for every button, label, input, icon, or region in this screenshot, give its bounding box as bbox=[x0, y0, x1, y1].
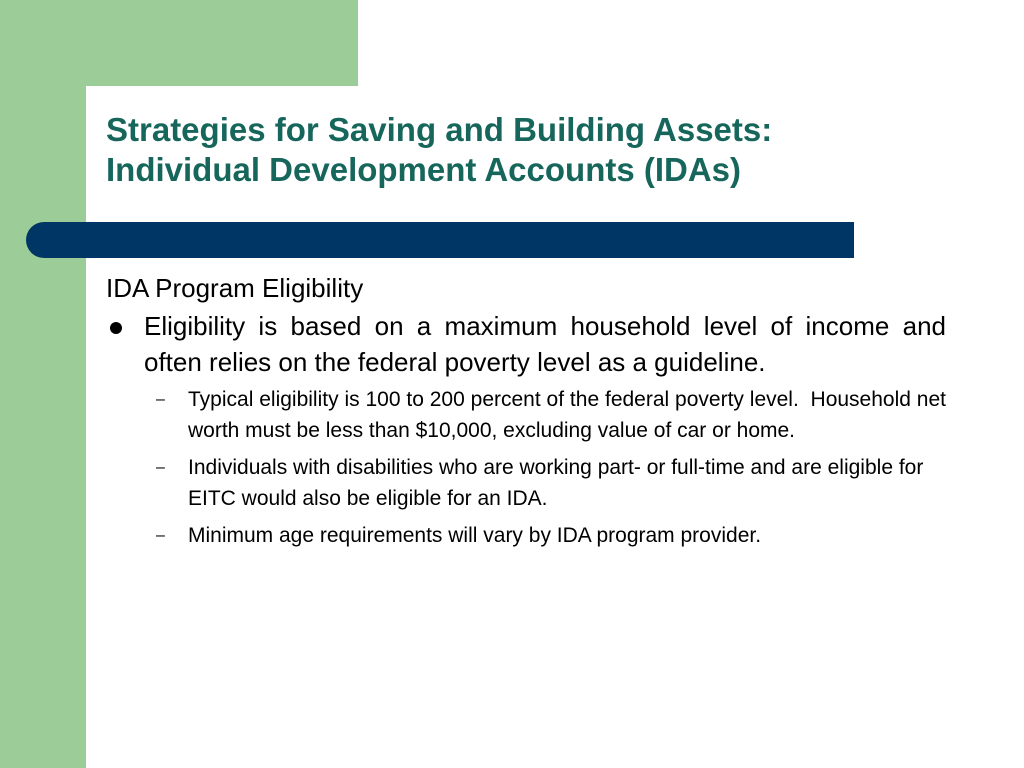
sub-bullet-list bbox=[106, 384, 946, 551]
dash-bullet-icon: – bbox=[156, 391, 165, 408]
sub-bullet-item bbox=[106, 384, 946, 446]
slide-body bbox=[106, 270, 946, 557]
background-green-strip-top bbox=[0, 0, 358, 86]
dash-bullet-icon: – bbox=[156, 459, 165, 476]
bullet-text: Eligibility is based on a maximum household level of income and often relies on the federal poverty level as a guideline. bbox=[144, 311, 946, 377]
background-green-strip-left bbox=[0, 0, 86, 768]
slide-title-line-1: Strategies for Saving and Building Assets: bbox=[106, 111, 773, 148]
sub-bullet-text: Minimum age requirements will vary by IDA program provider. bbox=[188, 524, 762, 547]
dash-bullet-icon: – bbox=[156, 527, 165, 544]
sub-bullet-text: Individuals with disabilities who are working part- or full-time and are eligible for EITC would also be eligible for an IDA. bbox=[188, 456, 924, 510]
sub-bullet-item bbox=[106, 520, 946, 551]
bullet-dot-icon bbox=[110, 322, 122, 334]
sub-bullet-text: Typical eligibility is 100 to 200 percent of the federal poverty level. Household net worth must be less than $10,000, excluding value of car or home. bbox=[188, 388, 946, 442]
sub-bullet-item bbox=[106, 452, 946, 514]
title-divider-bar bbox=[26, 222, 854, 258]
slide-title bbox=[106, 110, 986, 190]
slide-title-line-2: Individual Development Accounts (IDAs) bbox=[106, 151, 742, 188]
bullet-item bbox=[106, 308, 946, 380]
section-subheading: IDA Program Eligibility bbox=[106, 273, 364, 303]
